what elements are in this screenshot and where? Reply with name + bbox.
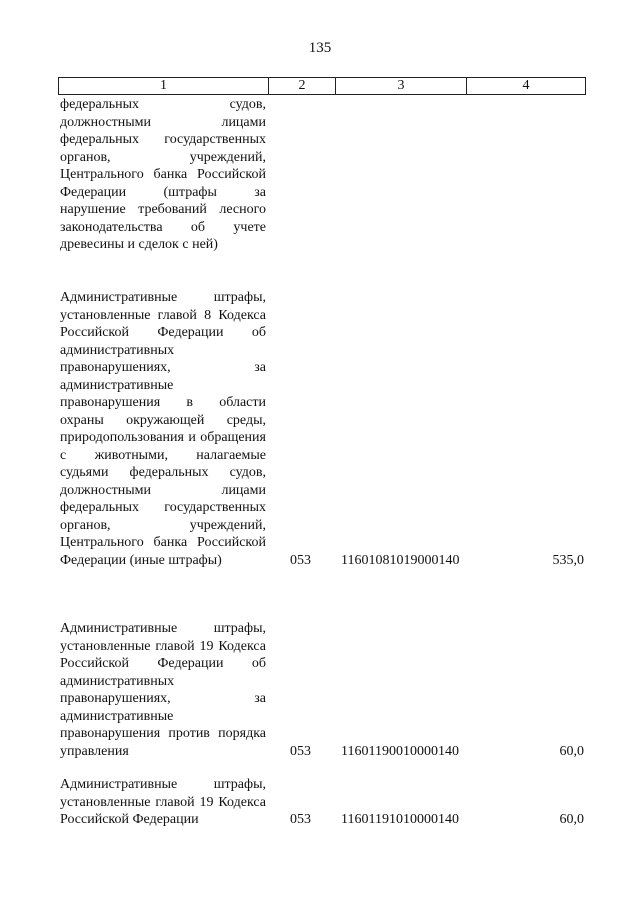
row-admin-code: 053 bbox=[290, 552, 311, 568]
row-amount: 535,0 bbox=[552, 552, 584, 568]
table-row bbox=[60, 96, 586, 254]
column-header-2: 2 bbox=[269, 78, 336, 94]
column-header-3: 3 bbox=[336, 78, 467, 94]
row-kbk-code: 11601191010000140 bbox=[341, 812, 459, 827]
row-description: Административные штрафы, установленные главой 19 Кодекса Российской Федерации об административных правонарушениях, за административные правонарушения против порядка управления bbox=[60, 621, 266, 759]
row-description: Административные штрафы, установленные главой 19 Кодекса Российской Федерации bbox=[60, 777, 266, 827]
row-kbk-code: 11601190010000140 bbox=[341, 743, 459, 759]
row-admin-code: 053 bbox=[290, 743, 311, 759]
column-header-1: 1 bbox=[59, 78, 269, 94]
column-header-4: 4 bbox=[522, 78, 530, 93]
row-kbk-code: 11601081019000140 bbox=[341, 552, 460, 568]
table-row bbox=[60, 289, 586, 569]
row-description: Административные штрафы, установленные главой 8 Кодекса Российской Федерации об административных правонарушениях, за административные правонарушения в области охраны окружающей среды, природопользования и обращения с животными, налагаемые судьями федеральных судов, должностными лицами федеральных государственных органов, учреждений, Центрального банка Российской Федерации (иные штрафы) bbox=[60, 290, 266, 568]
row-amount: 60,0 bbox=[559, 812, 584, 827]
row-admin-code: 053 bbox=[290, 812, 311, 827]
table-row bbox=[60, 620, 586, 760]
table-row bbox=[60, 776, 586, 829]
row-amount: 60,0 bbox=[559, 743, 584, 759]
page-number: 135 bbox=[308, 40, 332, 56]
column-header-row bbox=[58, 77, 586, 95]
row-description: федеральных судов, должностными лицами федеральных государственных органов, учреждений, Центрального банка Российской Федерации (штрафы за нарушение требований лесного законодательства об учете древесины и сделок с ней) bbox=[60, 97, 266, 252]
